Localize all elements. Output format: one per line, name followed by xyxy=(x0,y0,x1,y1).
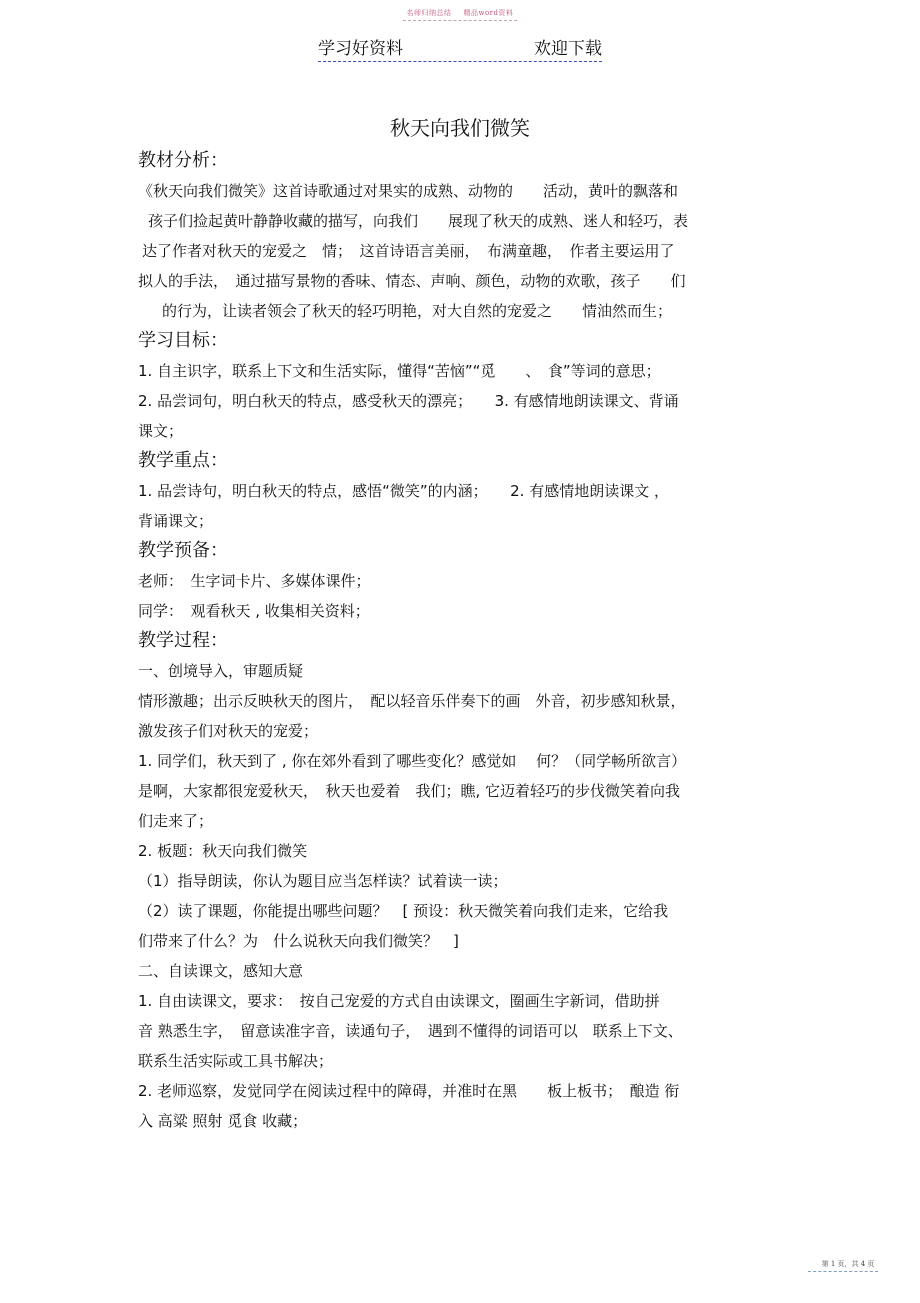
process-line: 激发孩子们对秋天的宠爱； xyxy=(138,722,319,740)
header-right-text: 欢迎下载 xyxy=(534,39,602,59)
prep-line: 同学： 观看秋天 , 收集相关资料； xyxy=(138,602,370,620)
section-heading-process: 教学过程： xyxy=(138,630,228,651)
goals-line: 1. 自主识字，联系上下文和生活实际，懂得“苦恼”“觅 、 食”等词的意思； xyxy=(138,362,661,380)
header-left-text: 学习好资料 xyxy=(318,39,403,59)
process-line: 2. 板题：秋天向我们微笑 xyxy=(138,842,308,860)
process-line: 们走来了； xyxy=(138,812,214,830)
section-heading-analysis: 教材分析： xyxy=(138,150,228,171)
banner-left-text: 名师归纳总结 xyxy=(406,9,452,17)
process-line: 2. 老师巡察，发觉同学在阅读过程中的障碍，并准时在黑 板上板书； 酿造 衔 xyxy=(138,1082,680,1100)
banner-divider xyxy=(403,20,517,21)
process-line: 入 高粱 照射 觅食 收藏； xyxy=(138,1112,308,1130)
section-heading-focus: 教学重点： xyxy=(138,450,228,471)
focus-line: 1. 品尝诗句，明白秋天的特点，感悟“微笑”的内涵； 2. 有感情地朗读课文 ， xyxy=(138,482,669,500)
top-banner xyxy=(0,8,920,18)
process-line: 二、自读课文，感知大意 xyxy=(138,962,304,980)
process-line: 是啊，大家都很宠爱秋天， 秋天也爱着 我们；瞧, 它迈着轻巧的步伐微笑着向我 xyxy=(138,782,681,800)
header-divider xyxy=(318,61,602,62)
process-line: 们带来了什么？为 什么说秋天向我们微笑？ ] xyxy=(138,932,459,950)
process-line: 情形激趣；出示反映秋天的图片， 配以轻音乐伴奏下的画 外音，初步感知秋景， xyxy=(138,692,686,710)
analysis-line: 拟人的手法， 通过描写景物的香味、情态、声响、颜色，动物的欢歌，孩子 们 xyxy=(138,272,686,290)
banner-right-text: 精品word资料 xyxy=(463,9,514,17)
focus-line: 背诵课文； xyxy=(138,512,214,530)
section-heading-prep: 教学预备： xyxy=(138,540,228,561)
section-heading-goals: 学习目标： xyxy=(138,330,228,351)
document-body xyxy=(138,146,783,1136)
process-line: 联系生活实际或工具书解决； xyxy=(138,1052,334,1070)
document-title: 秋天向我们微笑 xyxy=(390,116,530,140)
analysis-line: 的行为，让读者领会了秋天的轻巧明艳，对大自然的宠爱之 情油然而生； xyxy=(162,302,673,320)
process-line: （2）读了课题，你能提出哪些问题？ [ 预设：秋天微笑着向我们走来，它给我 xyxy=(138,902,669,920)
prep-line: 老师： 生字词卡片、多媒体课件； xyxy=(138,572,371,590)
analysis-line: 达了作者对秋天的宠爱之 情； 这首诗语言美丽， 布满童趣， 作者主要运用了 xyxy=(142,242,675,260)
process-line: 音 熟悉生字， 留意读准字音，读通句子， 遇到不懂得的词语可以 联系上下文、 xyxy=(138,1022,683,1040)
process-line: （1）指导朗读，你认为题目应当怎样读？试着读一读； xyxy=(138,872,508,890)
footer-divider xyxy=(808,1271,878,1272)
process-line: 1. 同学们，秋天到了 , 你在郊外看到了哪些变化？感觉如 何？（同学畅所欲言） xyxy=(138,752,687,770)
process-line: 1. 自由读课文，要求： 按自己宠爱的方式自由读课文，圈画生字新词，借助拼 xyxy=(138,992,660,1010)
process-line: 一、创境导入，审题质疑 xyxy=(138,662,304,680)
analysis-line: 《秋天向我们微笑》这首诗歌通过对果实的成熟、动物的 活动，黄叶的飘落和 xyxy=(138,182,679,200)
analysis-line: 孩子们捡起黄叶静静收藏的描写，向我们 展现了秋天的成熟、迷人和轻巧，表 xyxy=(148,212,689,230)
goals-line: 2. 品尝词句，明白秋天的特点，感受秋天的漂亮； 3. 有感情地朗读课文、背诵 xyxy=(138,392,679,410)
goals-line: 课文； xyxy=(138,422,184,440)
page-number-footer: 第 1 页，共 4 页 xyxy=(821,1260,875,1268)
